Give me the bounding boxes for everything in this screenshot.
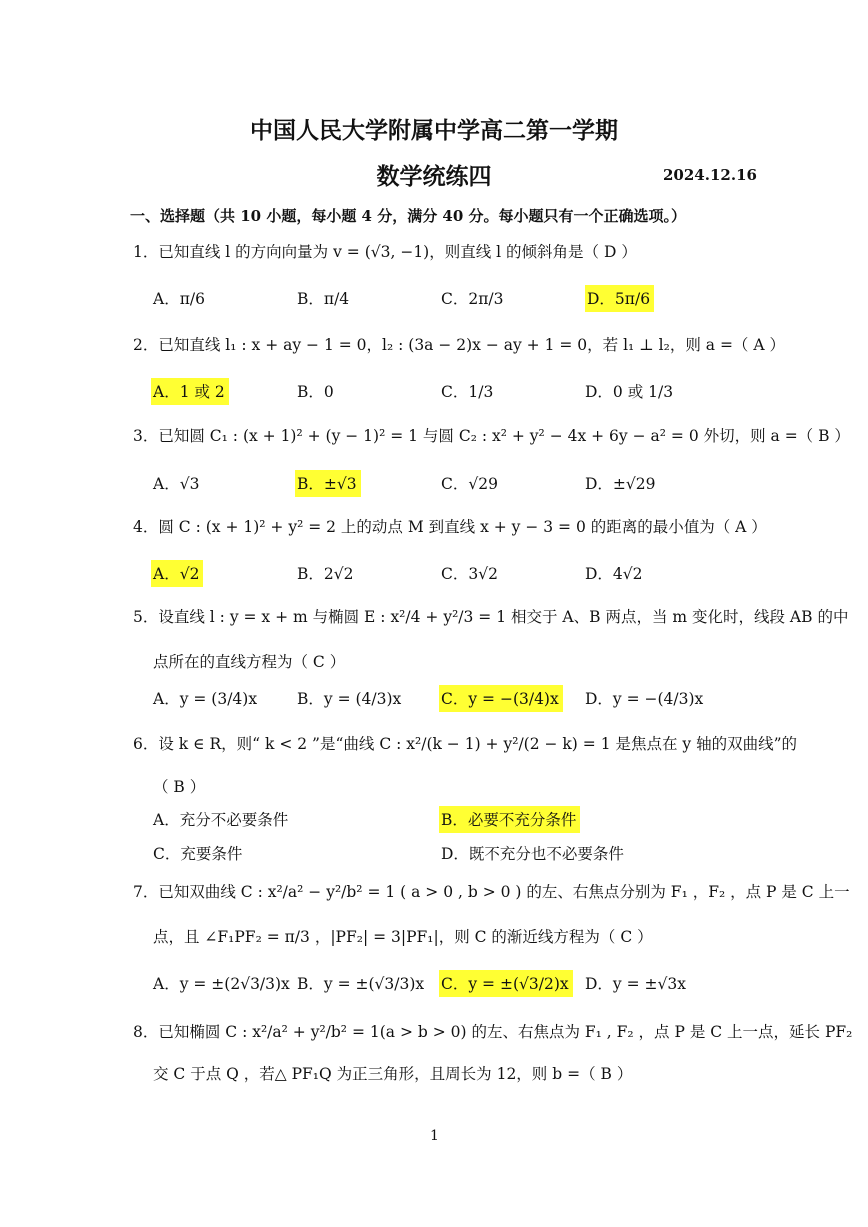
exam-title: 数学统练四 <box>376 163 492 190</box>
question-7-option-d: D．y = ±√3x <box>585 975 686 993</box>
question-2-stem: 2．已知直线 l₁ : x + ay − 1 = 0，l₂ : (3a − 2)x − ay + 1 = 0，若 l₁ ⊥ l₂，则 a =（ A ） <box>133 336 785 354</box>
question-1-option-d-answer: D．5π/6 <box>585 285 654 312</box>
question-7-option-c-answer: C．y = ±(√3/2)x <box>439 970 573 997</box>
question-3-option-a: A．√3 <box>153 475 200 493</box>
question-8-stem-line-1: 8．已知椭圆 C : x²/a² + y²/b² = 1(a > b > 0) 的左、右焦点为 F₁ , F₂ ，点 P 是 C 上一点，延长 PF₂ <box>133 1023 853 1041</box>
question-7-option-a: A．y = ±(2√3/3)x <box>153 975 290 993</box>
question-4-option-c: C．3√2 <box>441 565 498 583</box>
question-1-option-b: B．π/4 <box>297 290 350 308</box>
question-3-option-c: C．√29 <box>441 475 498 493</box>
school-title: 中国人民大学附属中学高二第一学期 <box>250 117 618 144</box>
question-7-stem-line-2: 点，且 ∠F₁PF₂ = π/3 ，|PF₂| = 3|PF₁|，则 C 的渐近线方程为（ C ） <box>153 928 653 946</box>
question-5-option-b: B．y = (4/3)x <box>297 690 402 708</box>
question-4-option-d: D．4√2 <box>585 565 643 583</box>
question-1-stem: 1．已知直线 l 的方向向量为 v = (√3, −1)，则直线 l 的倾斜角是（ D ） <box>133 243 637 261</box>
question-1-option-c: C．2π/3 <box>441 290 504 308</box>
question-5-option-a: A．y = (3/4)x <box>153 690 258 708</box>
question-1-option-a: A．π/6 <box>153 290 205 308</box>
section-heading: 一、选择题（共 10 小题，每小题 4 分，满分 40 分。每小题只有一个正确选项。） <box>130 207 687 225</box>
question-5-option-c-answer: C．y = −(3/4)x <box>439 685 563 712</box>
question-6-stem-line-2: （ B ） <box>153 778 206 796</box>
question-3-stem: 3．已知圆 C₁ : (x + 1)² + (y − 1)² = 1 与圆 C₂ : x² + y² − 4x + 6y − a² = 0 外切，则 a =（ B ） <box>133 427 850 445</box>
question-6-option-b-answer: B．必要不充分条件 <box>439 806 580 833</box>
question-6-option-c: C．充要条件 <box>153 845 243 863</box>
question-2-option-a-answer: A．1 或 2 <box>151 378 229 405</box>
question-4-option-b: B．2√2 <box>297 565 354 583</box>
question-5-option-d: D．y = −(4/3)x <box>585 690 704 708</box>
question-7-stem-line-1: 7．已知双曲线 C : x²/a² − y²/b² = 1 ( a > 0 , b > 0 ) 的左、右焦点分别为 F₁ ，F₂ ，点 P 是 C 上一 <box>133 883 850 901</box>
question-3-option-d: D．±√29 <box>585 475 656 493</box>
question-3-option-b-answer: B．±√3 <box>295 470 361 497</box>
question-5-stem-line-1: 5．设直线 l : y = x + m 与椭圆 E : x²/4 + y²/3 = 1 相交于 A、B 两点，当 m 变化时，线段 AB 的中 <box>133 608 849 626</box>
question-2-option-d: D．0 或 1/3 <box>585 383 674 401</box>
question-7-option-b: B．y = ±(√3/3)x <box>297 975 425 993</box>
question-2-option-c: C．1/3 <box>441 383 494 401</box>
question-6-stem-line-1: 6．设 k ∈ R，则“ k < 2 ”是“曲线 C : x²/(k − 1) + y²/(2 − k) = 1 是焦点在 y 轴的双曲线”的 <box>133 735 798 753</box>
page-number: 1 <box>430 1128 439 1144</box>
exam-date: 2024.12.16 <box>663 166 757 184</box>
question-6-option-a: A．充分不必要条件 <box>153 811 289 829</box>
question-8-stem-line-2: 交 C 于点 Q ，若△ PF₁Q 为正三角形，且周长为 12，则 b =（ B ） <box>153 1065 633 1083</box>
question-4-option-a-answer: A．√2 <box>151 560 203 587</box>
question-5-stem-line-2: 点所在的直线方程为（ C ） <box>153 653 346 671</box>
question-6-option-d: D．既不充分也不必要条件 <box>441 845 624 863</box>
question-4-stem: 4．圆 C : (x + 1)² + y² = 2 上的动点 M 到直线 x + y − 3 = 0 的距离的最小值为（ A ） <box>133 518 767 536</box>
question-2-option-b: B．0 <box>297 383 334 401</box>
